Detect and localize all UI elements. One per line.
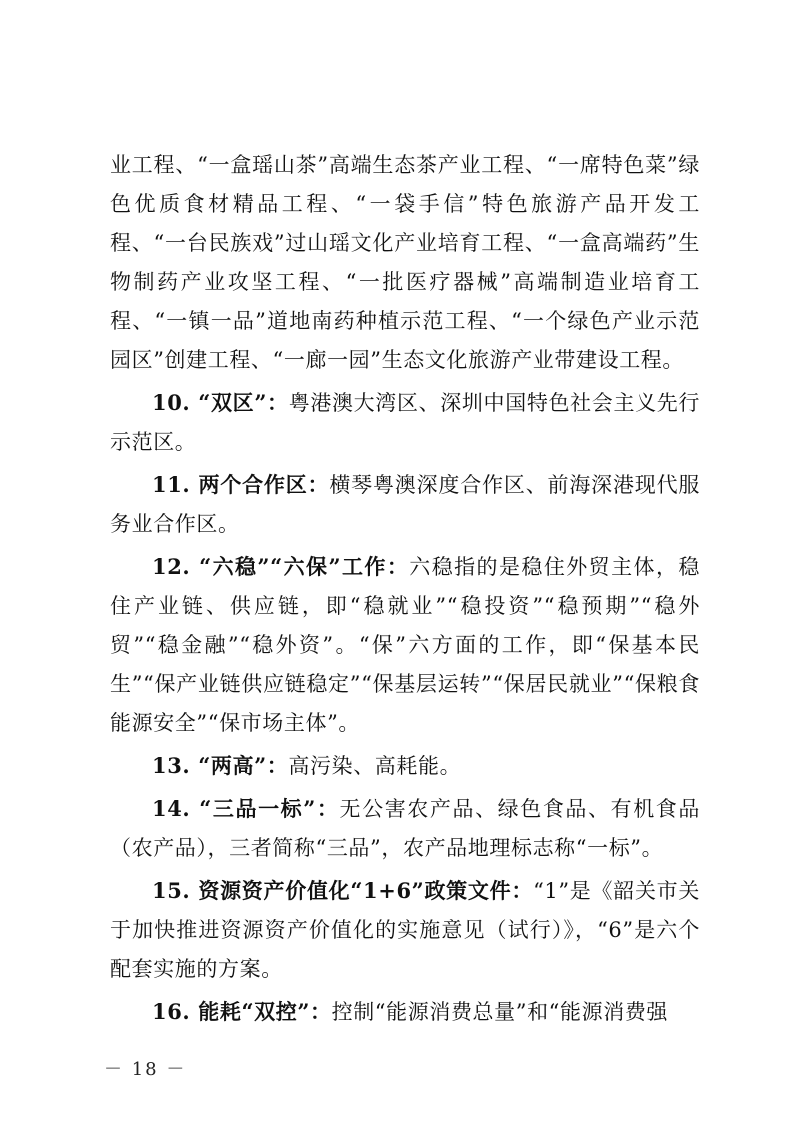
term-heading: 12. “六稳”“六保”工作： <box>152 554 410 579</box>
term-definition: 六稳指的是稳住外贸主体，稳住产业链、供应链，即“稳就业”“稳投资”“稳预期”“稳外贸”“稳金融”“稳外资”。“保”六方面的工作，即“保基本民生”“保产业链供应链稳定”“保基层运转”“保居民就业”“保粮食能源安全”“保市场主体”。 <box>110 555 700 735</box>
term-definition: “1”是《韶关市关于加快推进资源资产价值化的实施意见（试行）》，“6”是六个配套实施的方案。 <box>110 879 700 981</box>
term-heading: 14. “三品一标”： <box>152 796 340 821</box>
paragraph-item-15 <box>110 871 700 989</box>
paragraph-item-11 <box>110 465 700 544</box>
term-heading: 11. 两个合作区： <box>152 472 330 497</box>
paragraph-item-16 <box>110 992 700 1032</box>
paragraph-item-13 <box>110 746 700 786</box>
term-heading: 16. 能耗“双控”： <box>152 999 332 1024</box>
term-heading: 13. “两高”： <box>152 753 289 778</box>
term-heading: 10. “双区”： <box>152 390 289 415</box>
paragraph-item-14 <box>110 789 700 868</box>
paragraph-item-12 <box>110 547 700 743</box>
term-definition: 横琴粤澳深度合作区、前海深港现代服务业合作区。 <box>110 473 700 536</box>
document-body <box>110 146 700 1032</box>
term-definition: 粤港澳大湾区、深圳中国特色社会主义先行示范区。 <box>110 391 700 454</box>
term-definition: 无公害农产品、绿色食品、有机食品（农产品），三者简称“三品”，农产品地理标志称“一标”。 <box>110 797 700 860</box>
paragraph-text: 业工程、“一盒瑶山茶”高端生态茶产业工程、“一席特色菜”绿色优质食材精品工程、“一袋手信”特色旅游产品开发工程、“一台民族戏”过山瑶文化产业培育工程、“一盒高端药”生物制药产业攻坚工程、“一批医疗器械”高端制造业培育工程、“一镇一品”道地南药种植示范工程、“一个绿色产业示范园区”创建工程、“一廊一园”生态文化旅游产业带建设工程。 <box>110 153 700 372</box>
term-definition: 控制“能源消费总量”和“能源消费强 <box>331 1000 669 1024</box>
paragraph-item-10 <box>110 383 700 462</box>
page-number: － 18 － <box>104 1059 187 1080</box>
paragraph-continuation <box>110 146 700 380</box>
term-definition: 高污染、高耗能。 <box>288 754 462 778</box>
term-heading: 15. 资源资产价值化“1+6”政策文件： <box>152 878 534 903</box>
